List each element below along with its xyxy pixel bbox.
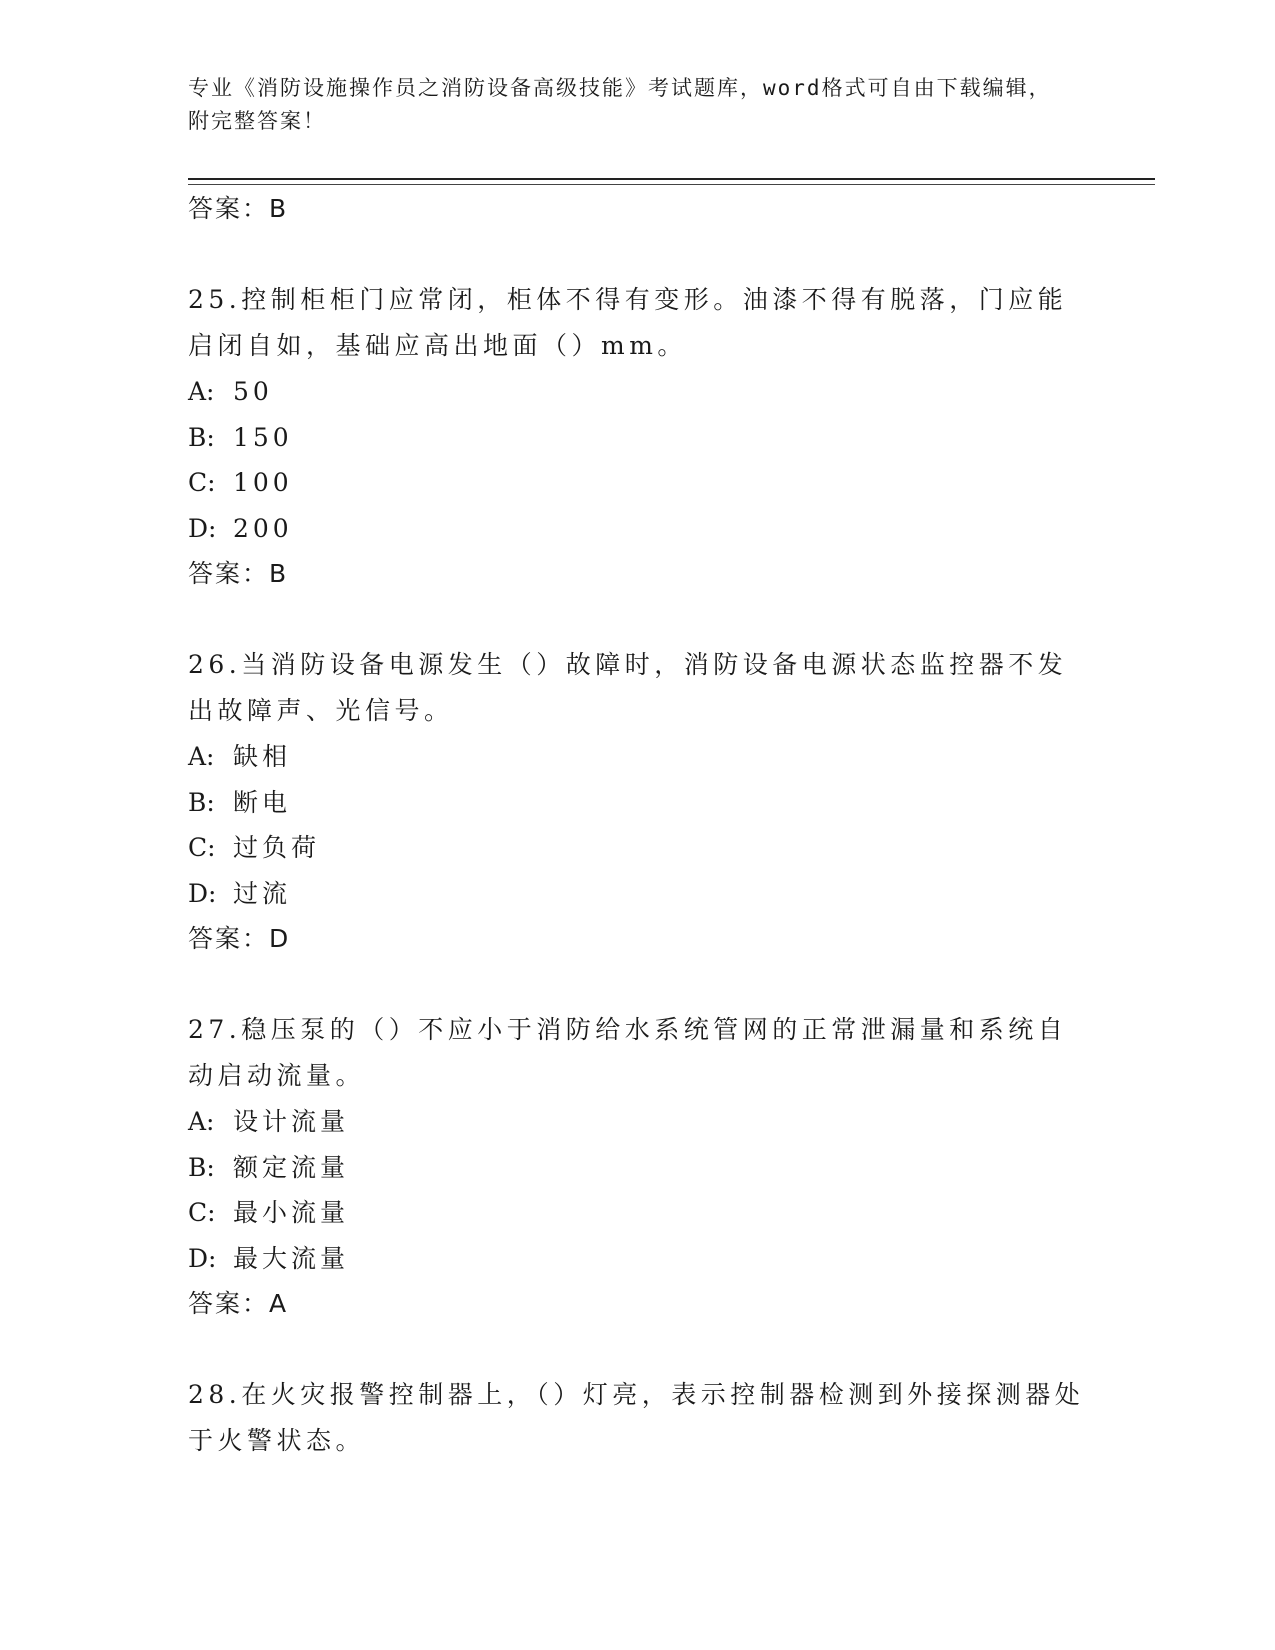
option-d (188, 1236, 1088, 1282)
option-text: 200 (233, 513, 293, 543)
question-block (188, 1372, 1088, 1464)
question-block (188, 1007, 1088, 1326)
answer-line: 答案：D (188, 924, 291, 953)
option-b (188, 415, 1088, 461)
question-text: 27.稳压泵的（）不应小于消防给水系统管网的正常泄漏量和系统自动启动流量。 (188, 1015, 1068, 1090)
option-text: 最大流量 (233, 1243, 350, 1273)
option-text: 断电 (233, 787, 292, 817)
option-c (188, 460, 1088, 506)
option-text: 额定流量 (233, 1152, 350, 1182)
option-letter: A: (188, 377, 215, 406)
option-letter: B: (188, 422, 215, 452)
option-b (188, 780, 1088, 826)
option-letter: B: (188, 787, 215, 817)
question-block (188, 277, 1088, 596)
option-text: 100 (233, 468, 293, 497)
option-a (188, 734, 1088, 780)
option-letter: D: (188, 513, 217, 543)
option-letter: C: (188, 833, 216, 862)
option-text: 设计流量 (233, 1107, 350, 1136)
option-a (188, 1099, 1088, 1145)
question-text: 25.控制柜柜门应常闭，柜体不得有变形。油漆不得有脱落，门应能启闭自如，基础应高出地面（）mm。 (188, 285, 1068, 360)
document-header: 专业《消防设施操作员之消防设备高级技能》考试题库，word格式可自由下载编辑，附完整答案！ (188, 76, 1052, 133)
answer-line: 答案：B (188, 559, 289, 588)
option-b (188, 1145, 1088, 1191)
option-c (188, 825, 1088, 871)
option-letter: D: (188, 1243, 217, 1273)
option-letter: D: (188, 878, 217, 908)
option-letter: C: (188, 468, 216, 497)
option-letter: A: (188, 1107, 215, 1136)
answer-line: 答案：B (188, 194, 289, 223)
question-list (188, 186, 1088, 1464)
option-c (188, 1190, 1088, 1236)
question-text: 28.在火灾报警控制器上，（）灯亮，表示控制器检测到外接探测器处于火警状态。 (188, 1380, 1085, 1455)
option-d (188, 871, 1088, 917)
question-text: 26.当消防设备电源发生（）故障时，消防设备电源状态监控器不发出故障声、光信号。 (188, 650, 1068, 725)
option-text: 150 (233, 422, 293, 452)
option-letter: B: (188, 1152, 215, 1182)
option-text: 50 (233, 377, 273, 406)
header-divider-thin (188, 184, 1155, 185)
option-a (188, 369, 1088, 415)
option-d (188, 506, 1088, 552)
option-letter: A: (188, 742, 215, 771)
option-letter: C: (188, 1198, 216, 1227)
question-block (188, 642, 1088, 961)
header-divider-thick (188, 178, 1155, 180)
option-text: 过流 (233, 878, 292, 908)
option-text: 缺相 (233, 742, 292, 771)
option-text: 过负荷 (233, 833, 321, 862)
option-text: 最小流量 (233, 1198, 350, 1227)
answer-line: 答案：A (188, 1289, 289, 1318)
